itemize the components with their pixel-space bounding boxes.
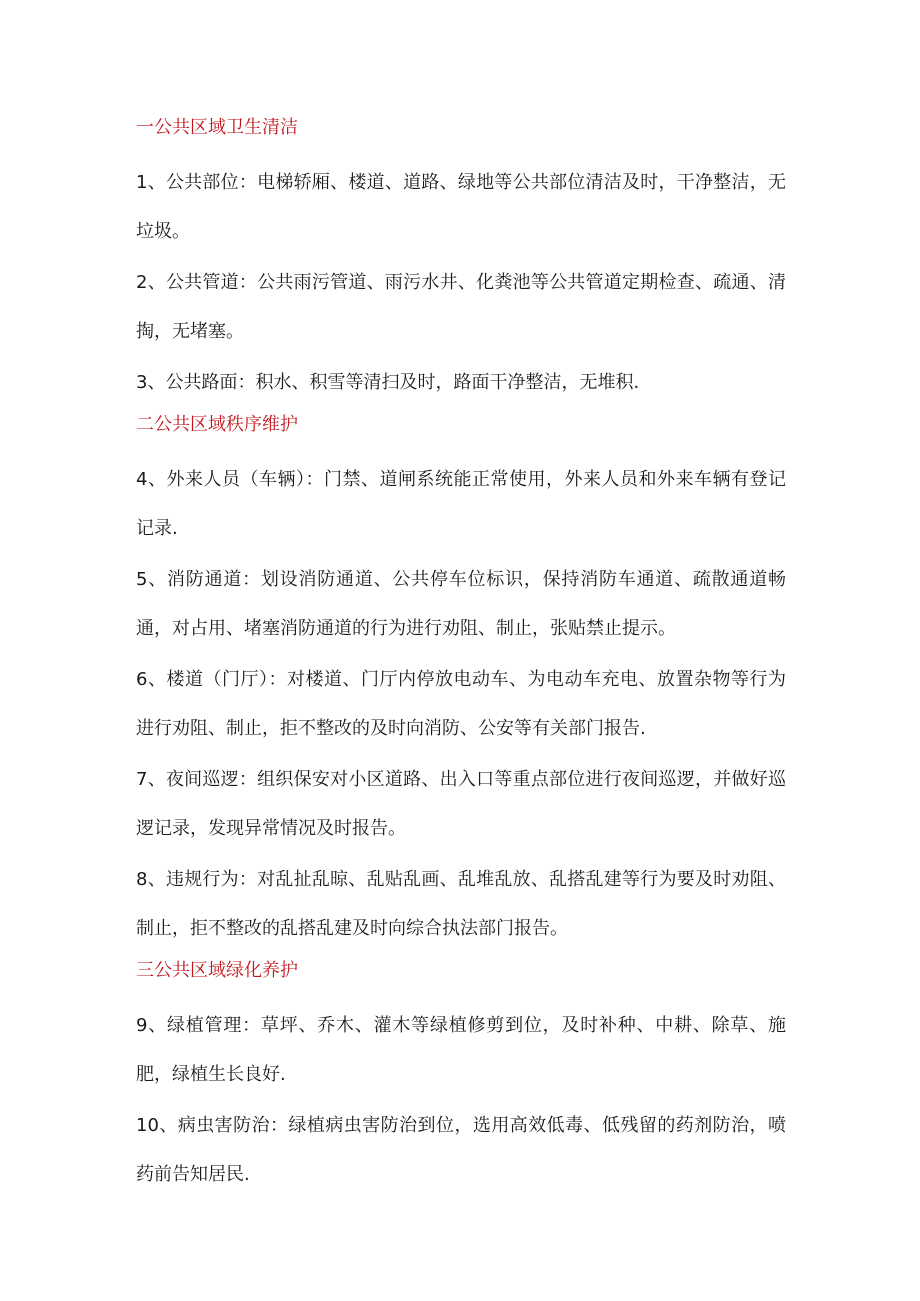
list-item: 6、楼道（门厅）：对楼道、门厅内停放电动车、为电动车充电、放置杂物等行为进行劝阻、制止，拒不整改的及时向消防、公安等有关部门报告. [136,669,786,739]
list-item: 10、病虫害防治：绿植病虫害防治到位，选用高效低毒、低残留的药剂防治，喷药前告知居民. [136,1115,786,1185]
list-item: 4、外来人员（车辆）：门禁、道闸系统能正常使用，外来人员和外来车辆有登记记录. [136,469,786,539]
section-heading: 三公共区域绿化养护 [136,960,298,981]
section-greening [136,955,786,1199]
list-item: 8、违规行为：对乱扯乱晾、乱贴乱画、乱堆乱放、乱搭乱建等行为要及时劝阻、制止，拒不整改的乱搭乱建及时向综合执法部门报告。 [136,869,786,939]
list-item: 9、绿植管理：草坪、乔木、灌木等绿植修剪到位，及时补种、中耕、除草、施肥，绿植生长良好. [136,1015,786,1085]
list-item: 5、消防通道：划设消防通道、公共停车位标识，保持消防车通道、疏散通道畅通，对占用、堵塞消防通道的行为进行劝阻、制止，张贴禁止提示。 [136,569,786,639]
section-heading: 一公共区域卫生清洁 [136,117,298,138]
list-item: 3、公共路面：积水、积雪等清扫及时，路面干净整洁，无堆积. [136,372,640,393]
section-order-maintenance [136,409,786,953]
document-content [136,112,786,1201]
section-heading: 二公共区域秩序维护 [136,414,298,435]
section-sanitation [136,112,786,407]
list-item: 2、公共管道：公共雨污管道、雨污水井、化粪池等公共管道定期检查、疏通、清掏，无堵塞。 [136,272,786,342]
list-item: 1、公共部位：电梯轿厢、楼道、道路、绿地等公共部位清洁及时，干净整洁，无垃圾。 [136,172,786,242]
list-item: 7、夜间巡逻：组织保安对小区道路、出入口等重点部位进行夜间巡逻，并做好巡逻记录，发现异常情况及时报告。 [136,769,786,839]
